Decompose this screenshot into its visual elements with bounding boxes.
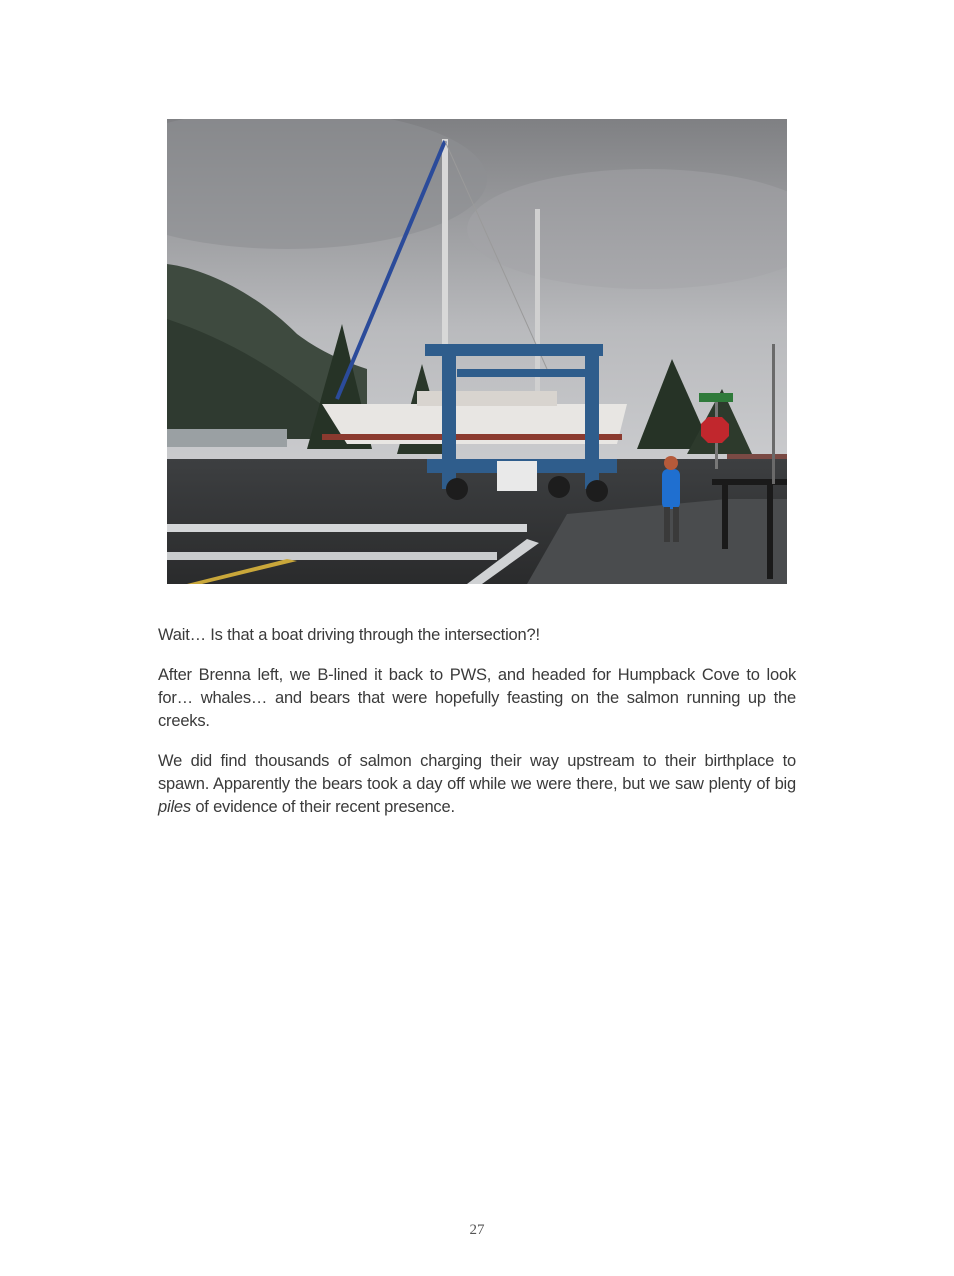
paragraph-text: We did find thousands of salmon charging their way upstream to their birthplace to spawn. Apparently the bears took a day off while we were there, but we saw plenty of big xyxy=(158,752,796,793)
page-number: 27 xyxy=(469,1222,485,1238)
paragraph-text: of evidence of their recent presence. xyxy=(190,798,455,816)
paragraph: After Brenna left, we B-lined it back to PWS, and headed for Humpback Cove to look for… whales… and bears that were hopefully feasting on the salmon running up the creeks. xyxy=(158,666,796,730)
photo-caption: Wait… Is that a boat driving through the intersection?! xyxy=(158,626,540,644)
photo-illustration xyxy=(167,119,787,584)
boat-lift-photo xyxy=(167,119,787,584)
paragraph xyxy=(158,750,796,819)
emphasis-text: piles xyxy=(158,798,191,816)
body-text xyxy=(158,624,796,836)
